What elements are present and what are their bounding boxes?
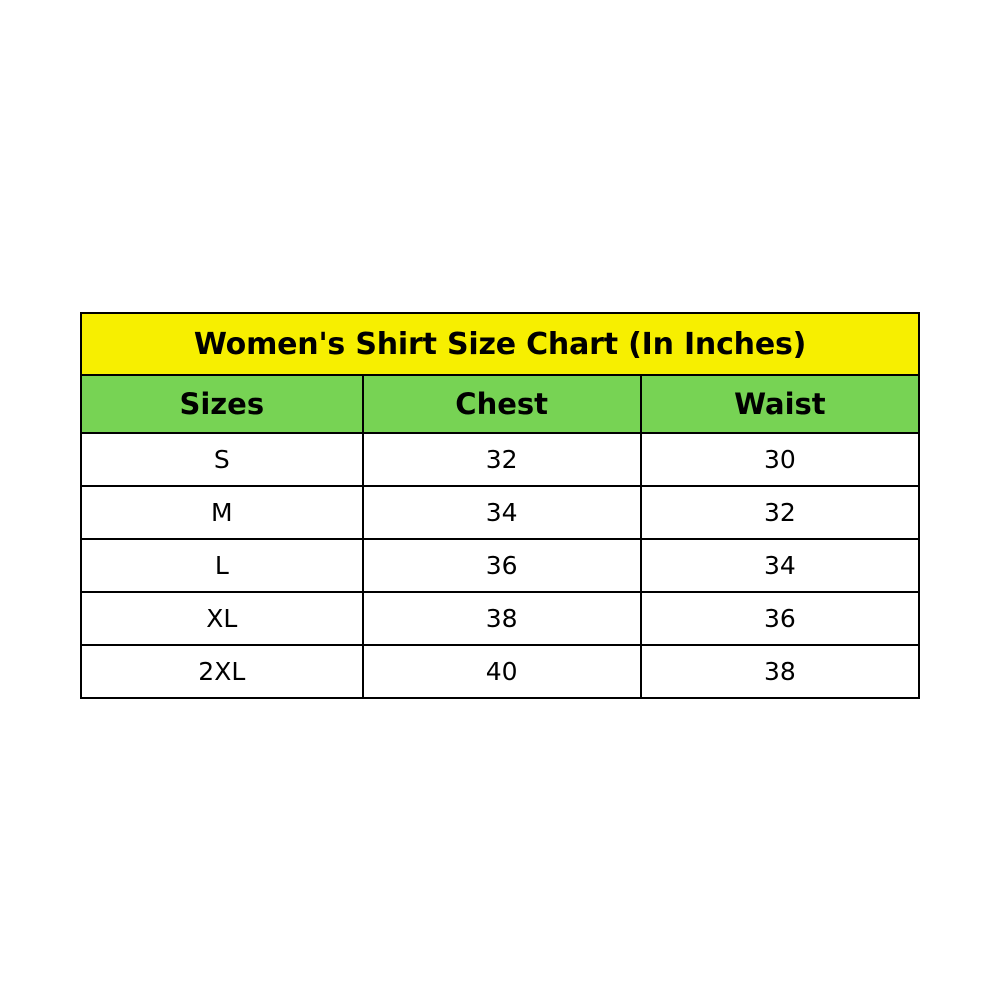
cell-waist: 34 (641, 539, 919, 592)
cell-chest: 38 (363, 592, 641, 645)
table-header-row (81, 375, 919, 433)
table-row (81, 539, 919, 592)
cell-chest: 36 (363, 539, 641, 592)
cell-waist: 38 (641, 645, 919, 698)
cell-waist: 32 (641, 486, 919, 539)
cell-size: 2XL (81, 645, 363, 698)
column-header-chest: Chest (363, 375, 641, 433)
chart-title-row (81, 313, 919, 375)
table-row (81, 592, 919, 645)
cell-size: L (81, 539, 363, 592)
chart-title: Women's Shirt Size Chart (In Inches) (81, 313, 919, 375)
size-chart-table (80, 312, 920, 699)
cell-size: S (81, 433, 363, 486)
size-chart-container (80, 312, 920, 699)
cell-size: XL (81, 592, 363, 645)
cell-chest: 34 (363, 486, 641, 539)
table-row (81, 645, 919, 698)
column-header-waist: Waist (641, 375, 919, 433)
table-row (81, 486, 919, 539)
column-header-sizes: Sizes (81, 375, 363, 433)
cell-chest: 40 (363, 645, 641, 698)
cell-waist: 30 (641, 433, 919, 486)
cell-waist: 36 (641, 592, 919, 645)
cell-size: M (81, 486, 363, 539)
cell-chest: 32 (363, 433, 641, 486)
table-row (81, 433, 919, 486)
